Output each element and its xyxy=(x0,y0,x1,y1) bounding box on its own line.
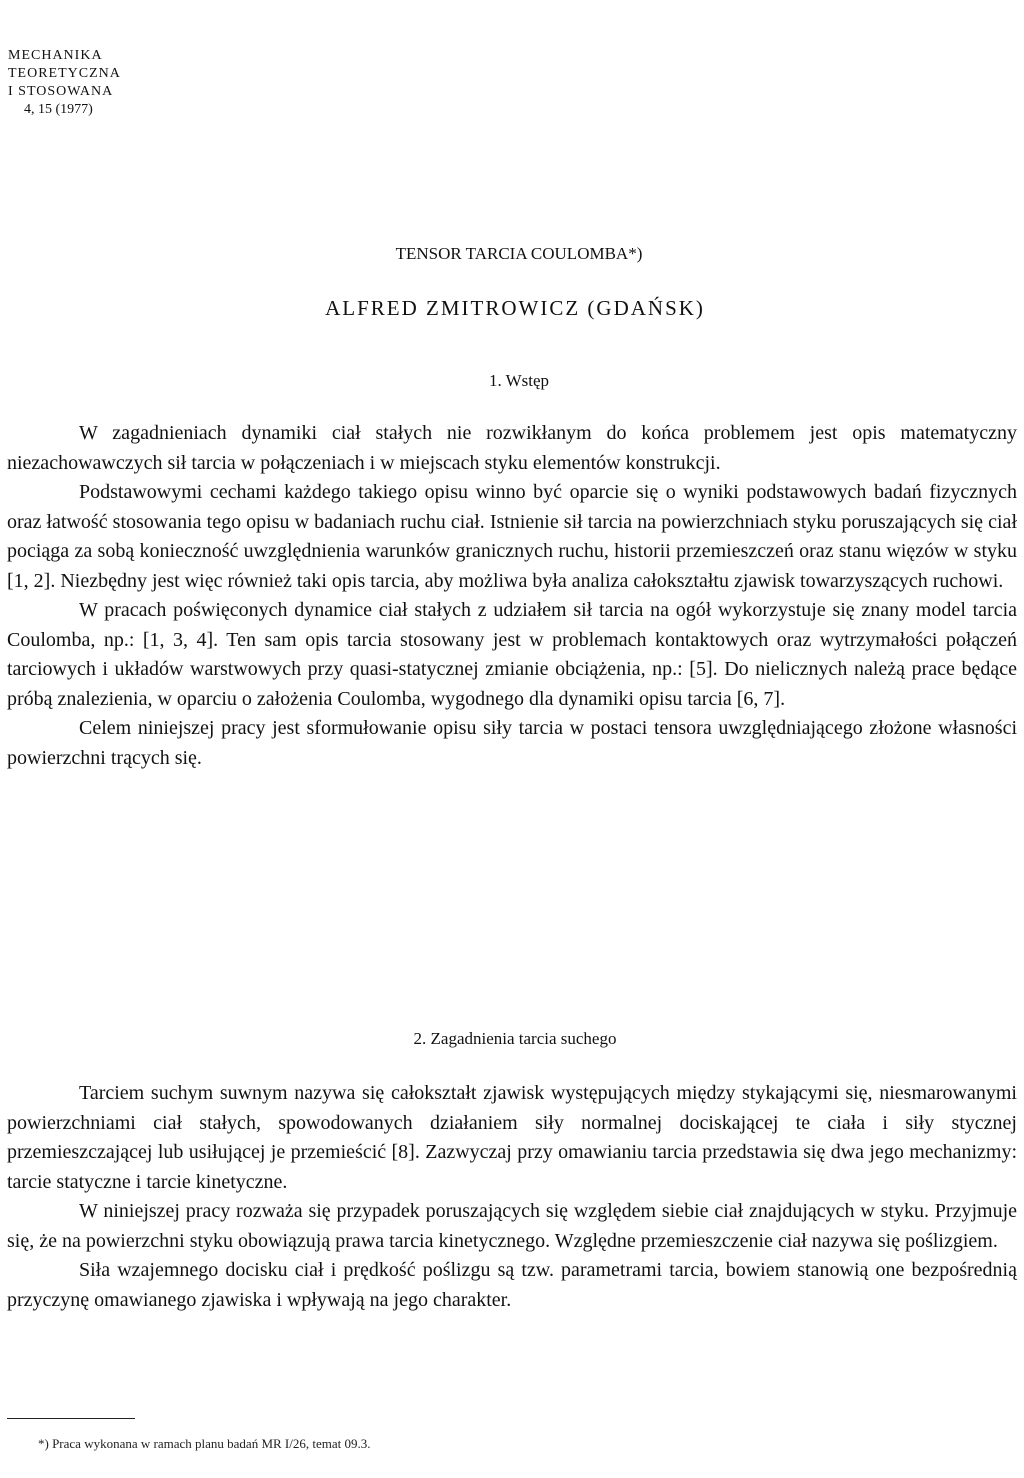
paper-author: ALFRED ZMITROWICZ (GDAŃSK) xyxy=(325,296,705,320)
journal-issue: 4, 15 (1977) xyxy=(24,102,93,117)
paper-title: TENSOR TARCIA COULOMBA*) xyxy=(395,244,643,263)
paragraph: Tarciem suchym suwnym nazywa się całokształt zjawisk występujących między stykającymi się, niesmarowanymi powierzchniami ciał stałych, spowodowanych działaniem siły normalnej dociskającej te ciała i siły stycznej przemieszczającej lub usiłującej je przemieścić [8]. Zazwyczaj przy omawianiu tarcia przedstawia się dwa jego mechanizmy: tarcie statyczne i tarcie kinetyczne. xyxy=(7,1082,1017,1193)
footnote: *) Praca wykonana w ramach planu badań MR I/26, temat 09.3. xyxy=(38,1436,371,1451)
paragraph: Celem niniejszej pracy jest sformułowanie opisu siły tarcia w postaci tensora uwzględniającego złożone własności powierzchni trących się. xyxy=(7,717,1017,769)
paragraph: Siła wzajemnego docisku ciał i prędkość poślizgu są tzw. parametrami tarcia, bowiem stanowią one bezpośrednią przyczynę omawianego zjawiska i wpływają na jego charakter. xyxy=(7,1259,1017,1311)
journal-name-line1: MECHANIKA xyxy=(8,48,103,63)
journal-name-line3: I STOSOWANA xyxy=(8,84,114,99)
section-1-heading: 1. Wstęp xyxy=(488,371,550,390)
section-2-heading: 2. Zagadnienia tarcia suchego xyxy=(413,1029,617,1048)
paragraph: W niniejszej pracy rozważa się przypadek poruszających się względem siebie ciał znajdujących w styku. Przyjmuje się, że na powierzchni styku obowiązują prawa tarcia kinetycznego. Względne przemieszczenie ciał nazywa się poślizgiem. xyxy=(7,1200,1017,1252)
section-1-body xyxy=(7,419,1017,773)
section-2-body xyxy=(7,1079,1017,1315)
paragraph: W zagadnieniach dynamiki ciał stałych nie rozwikłanym do końca problemem jest opis matematyczny niezachowawczych sił tarcia w połączeniach i w miejscach styku elementów konstrukcji. xyxy=(7,422,1017,474)
footnote-divider xyxy=(7,1418,135,1419)
paragraph: W pracach poświęconych dynamice ciał stałych z udziałem sił tarcia na ogół wykorzystuje się znany model tarcia Coulomba, np.: [1, 3, 4]. Ten sam opis tarcia stosowany jest w problemach kontaktowych oraz wytrzymałości połączeń tarciowych i układów warstwowych przy quasi-statycznej zmianie obciążenia, np.: [5]. Do nielicznych należą prace będące próbą znalezienia, w oparciu o założenia Coulomba, wygodnego dla dynamiki opisu tarcia [6, 7]. xyxy=(7,599,1017,710)
journal-name-line2: TEORETYCZNA xyxy=(8,66,121,81)
paragraph: Podstawowymi cechami każdego takiego opisu winno być oparcie się o wyniki podstawowych badań fizycznych oraz łatwość stosowania tego opisu w badaniach ruchu ciał. Istnienie sił tarcia na powierzchniach styku poruszających się ciał pociąga za sobą konieczność uwzględnienia warunków granicznych ruchu, historii przemieszczeń oraz stanu więzów w styku [1, 2]. Niezbędny jest więc również taki opis tarcia, aby możliwa była analiza całokształtu zjawisk towarzyszących ruchowi. xyxy=(7,481,1017,592)
journal-header xyxy=(8,47,121,119)
